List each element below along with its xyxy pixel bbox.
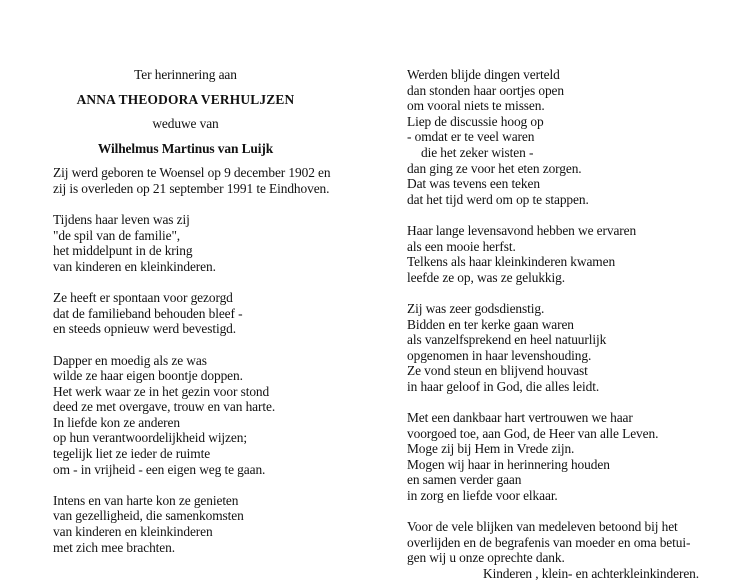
verse-line: Met een dankbaar hart vertrouwen we haar	[407, 410, 633, 426]
thanks-paragraph	[407, 519, 717, 581]
verse-line: "de spil van de familie",	[53, 227, 181, 243]
verse-line: Dat was tevens een teken	[407, 176, 540, 192]
verse-line: leefde ze op, was ze gelukkig.	[407, 269, 565, 285]
verse-line: om vooral niets te missen.	[407, 98, 545, 114]
verse-line: Dapper en moedig als ze was	[53, 352, 207, 368]
verse-line: Telkens als haar kleinkinderen kwamen	[407, 254, 616, 270]
verse-line: als een mooie herfst.	[407, 238, 516, 254]
verse-line: - omdat er te veel waren	[407, 129, 535, 145]
husband-name: Wilhelmus Martinus van Luijk	[97, 140, 274, 156]
verse-line: dan stonden haar oortjes open	[407, 82, 564, 98]
death-line: zij is overleden op 21 september 1991 te Eindhoven.	[53, 180, 330, 196]
verse-line: wilde ze haar eigen boontje doppen.	[53, 368, 243, 384]
verse-line: dat de familieband behouden bleef -	[53, 305, 243, 321]
verse-line: Moge zij bij Hem in Vrede zijn.	[407, 441, 575, 457]
verse-line: en steeds opnieuw werd bevestigd.	[53, 321, 237, 337]
deceased-name: ANNA THEODORA VERHULJZEN	[76, 91, 295, 107]
verse-line: van gezelligheid, die samenkomsten	[53, 508, 244, 524]
verse-line: Mogen wij haar in herinnering houden	[407, 456, 610, 472]
stanza	[53, 493, 373, 555]
birth-line: Zij werd geboren te Woensel op 9 december 1902 en	[53, 165, 331, 181]
verse-line: Ze heeft er spontaan voor gezorgd	[53, 290, 233, 306]
verse-line: in haar geloof in God, die alles leidt.	[407, 378, 600, 394]
thanks-line: overlijden en de begrafenis van moeder en oma betui-	[407, 534, 691, 550]
verse-line: om - in vrijheid - een eigen weg te gaan.	[53, 461, 266, 477]
verse-line: het middelpunt in de kring	[53, 243, 193, 259]
verse-line: Bidden en ter kerke gaan waren	[407, 316, 574, 332]
verse-line: Zij was zeer godsdienstig.	[407, 300, 545, 316]
verse-line: op hun verantwoordelijkheid wijzen;	[53, 430, 247, 446]
verse-line: Tijdens haar leven was zij	[53, 212, 190, 228]
stanza	[53, 290, 373, 337]
verse-line: dan ging ze voor het eten zorgen.	[407, 160, 582, 176]
stanza	[53, 212, 373, 274]
verse-line: opgenomen in haar levenshouding.	[407, 347, 592, 363]
verse-line: met zich mee brachten.	[53, 539, 175, 555]
verse-line: in zorg en liefde voor elkaar.	[407, 488, 558, 504]
verse-line: en samen verder gaan	[407, 472, 522, 488]
verse-line: van kinderen en kleinkinderen	[53, 524, 213, 540]
verse-line: van kinderen en kleinkinderen.	[53, 258, 216, 274]
verse-line: Haar lange levensavond hebben we ervaren	[407, 222, 637, 238]
verse-line: tegelijk liet ze ieder de ruimte	[53, 446, 211, 462]
right-column	[407, 67, 717, 582]
verse-line: In liefde kon ze anderen	[53, 414, 180, 430]
verse-line: voorgoed toe, aan God, de Heer van alle Leven.	[407, 425, 659, 441]
stanza	[407, 223, 717, 285]
widow-of-label: weduwe van	[152, 116, 219, 132]
verse-line: Intens en van harte kon ze genieten	[53, 492, 239, 508]
stanza	[53, 353, 373, 478]
remembrance-intro: Ter herinnering aan	[134, 67, 237, 82]
left-column	[53, 67, 373, 555]
thanks-line: Voor de vele blijken van medeleven betoond bij het	[407, 519, 678, 535]
verse-line: deed ze met overgave, trouw en van harte.	[53, 399, 276, 415]
family-signature: Kinderen , klein- en achterkleinkinderen.	[483, 566, 700, 581]
stanza	[407, 301, 717, 395]
verse-line: die het zeker wisten -	[421, 144, 534, 160]
verse-line: Ze vond steun en blijvend houvast	[407, 363, 588, 379]
stanza	[407, 67, 717, 207]
verse-line: dat het tijd werd om op te stappen.	[407, 191, 589, 207]
verse-line: Liep de discussie hoog op	[407, 113, 544, 129]
verse-line: Werden blijde dingen verteld	[407, 67, 560, 82]
thanks-line: gen wij u onze oprechte dank.	[407, 550, 565, 566]
stanza	[407, 410, 717, 504]
verse-line: als vanzelfsprekend en heel natuurlijk	[407, 332, 607, 348]
verse-line: Het werk waar ze in het gezin voor stond	[53, 383, 270, 399]
